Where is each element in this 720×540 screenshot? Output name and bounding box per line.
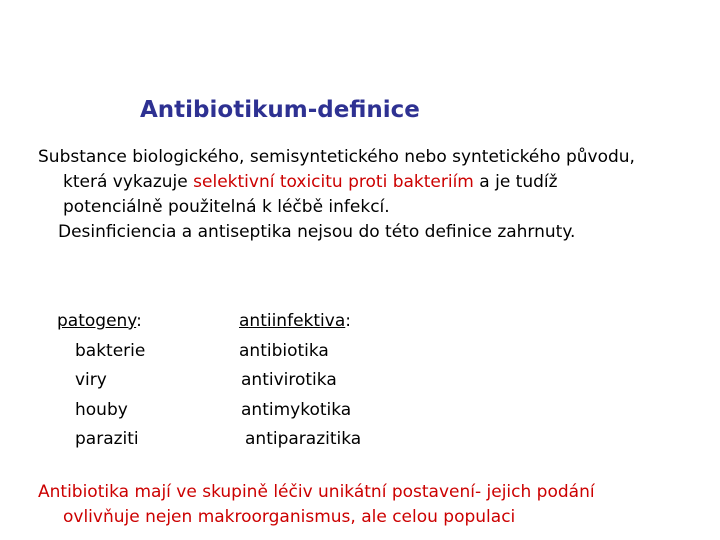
pathogen-item: viry bbox=[75, 370, 107, 390]
conclusion-line-1: Antibiotika mají ve skupině léčiv unikátní postavení- jejich podání bbox=[38, 482, 595, 502]
definition-paragraph bbox=[38, 145, 708, 245]
conclusion-paragraph bbox=[38, 480, 595, 530]
antiinfectives-list bbox=[239, 307, 361, 455]
definition-line-3: potenciálně použitelná k léčbě infekcí. bbox=[63, 197, 390, 217]
pathogens-heading-text: patogeny bbox=[57, 311, 137, 331]
pathogen-item: bakterie bbox=[75, 340, 146, 361]
antiinfective-item: antiparazitika bbox=[245, 429, 362, 449]
antiinfectives-heading bbox=[239, 307, 361, 337]
definition-line-2 bbox=[38, 170, 708, 195]
pathogens-heading-colon: : bbox=[136, 311, 142, 331]
definition-line-4: Desinficiencia a antiseptika nejsou do této definice zahrnuty. bbox=[58, 222, 576, 242]
definition-line-2-start: která vykazuje bbox=[63, 172, 194, 192]
definition-line-1: Substance biologického, semisyntetického nebo syntetického původu, bbox=[38, 147, 635, 167]
pathogen-item: houby bbox=[75, 399, 128, 420]
definition-line-2-end: a je tudíž bbox=[473, 172, 558, 192]
antiinfective-item: antimykotika bbox=[241, 399, 352, 420]
highlight-selective-toxicity: selektivní toxicitu proti bakteriím bbox=[193, 172, 474, 192]
antiinfectives-heading-colon: : bbox=[345, 311, 351, 331]
pathogens-list bbox=[57, 307, 145, 455]
pathogen-item: paraziti bbox=[75, 429, 139, 449]
antiinfective-item: antibiotika bbox=[239, 340, 329, 361]
slide-title: Antibiotikum-definice bbox=[140, 97, 420, 123]
antiinfective-item: antivirotika bbox=[241, 370, 337, 390]
antiinfectives-heading-text: antiinfektiva bbox=[239, 311, 346, 331]
conclusion-line-2: ovlivňuje nejen makroorganismus, ale celou populaci bbox=[63, 507, 516, 527]
pathogens-heading bbox=[57, 307, 145, 337]
